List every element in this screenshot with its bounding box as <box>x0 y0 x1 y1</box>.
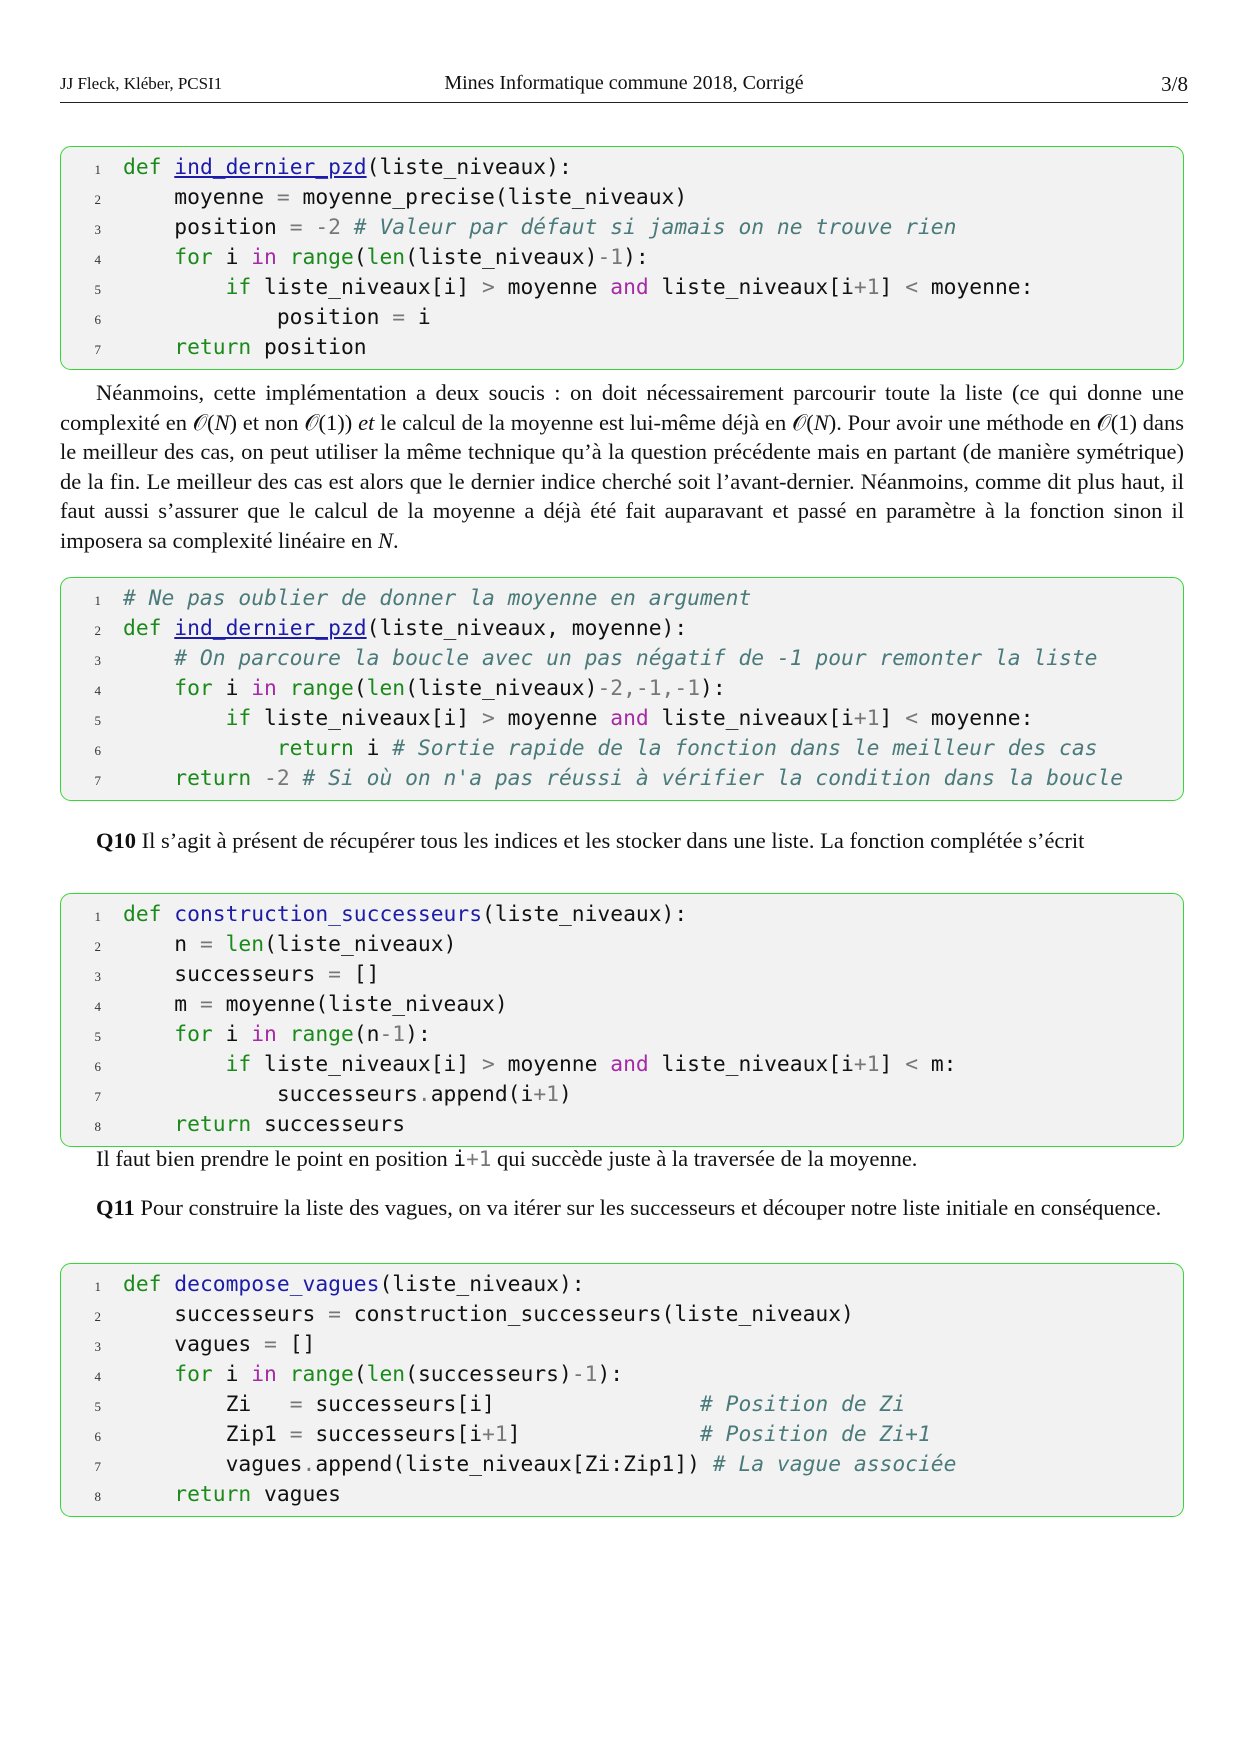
paragraph-successor-note: Il faut bien prendre le point en position i+1 qui succède juste à la traversée de la moyenne. <box>96 1146 918 1171</box>
code-line: 1 def ind_dernier_pzd(liste_niveaux): <box>61 153 1183 183</box>
line-number: 7 <box>94 1089 101 1104</box>
code-line: 1 def decompose_vagues(liste_niveaux): <box>61 1270 1183 1300</box>
line-number: 6 <box>94 312 101 327</box>
code-line: 6 return i # Sortie rapide de la fonction dans le meilleur des cas <box>61 734 1183 764</box>
code-line: 7 return position <box>61 333 1183 363</box>
line-number: 4 <box>94 683 101 698</box>
line-number: 3 <box>94 653 101 668</box>
code-block-3 <box>60 893 1184 1147</box>
line-number: 4 <box>94 252 101 267</box>
paragraph-complexity: Néanmoins, cette implémentation a deux soucis : on doit nécessairement parcourir toute la liste (ce qui donne une complexité en 𝒪(N) et non 𝒪(1)) et le calcul de la moyenne est lui-même déjà en 𝒪(N). Pour avoir une méthode en 𝒪(1) dans le meilleur des cas, on peut utiliser la même technique qu’à la question précédente mais en partant (de manière symétrique) de la fin. Le meilleur des cas est alors que le dernier indice cherché soit l’avant-dernier. Néanmoins, comme dit plus haut, il faut aussi s’assurer que le calcul de la moyenne a déjà été fait auparavant et passé en paramètre à la fonction sinon il imposera sa complexité linéaire en N. <box>60 380 1185 553</box>
code-line: 5 for i in range(n-1): <box>61 1020 1183 1050</box>
code-line: 5 if liste_niveaux[i] > moyenne and liste_niveaux[i+1] < moyenne: <box>61 704 1183 734</box>
code-line: 3 vagues = [] <box>61 1330 1183 1360</box>
line-number: 7 <box>94 342 101 357</box>
code-line: 1 def construction_successeurs(liste_niveaux): <box>61 900 1183 930</box>
line-number: 1 <box>94 909 101 924</box>
code-line: 7 return -2 # Si où on n'a pas réussi à vérifier la condition dans la boucle <box>61 764 1183 794</box>
line-number: 5 <box>94 1399 101 1414</box>
code-line: 4 for i in range(len(successeurs)-1): <box>61 1360 1183 1390</box>
code-line: 6 position = i <box>61 303 1183 333</box>
line-number: 3 <box>94 969 101 984</box>
line-number: 2 <box>94 623 101 638</box>
line-number: 8 <box>94 1489 101 1504</box>
code-line: 7 vagues.append(liste_niveaux[Zi:Zip1]) # La vague associée <box>61 1450 1183 1480</box>
code-line: 4 m = moyenne(liste_niveaux) <box>61 990 1183 1020</box>
line-number: 6 <box>94 1059 101 1074</box>
line-number: 6 <box>94 743 101 758</box>
code-line: 5 if liste_niveaux[i] > moyenne and liste_niveaux[i+1] < moyenne: <box>61 273 1183 303</box>
code-line: 2 successeurs = construction_successeurs(liste_niveaux) <box>61 1300 1183 1330</box>
line-number: 5 <box>94 282 101 297</box>
header-author: JJ Fleck, Kléber, PCSI1 <box>60 74 223 93</box>
line-number: 1 <box>94 1279 101 1294</box>
line-number: 1 <box>94 593 101 608</box>
header-page-number: 3/8 <box>1161 72 1188 96</box>
code-line: 1 # Ne pas oublier de donner la moyenne en argument <box>61 584 1183 614</box>
paragraph-q11: Q11 Pour construire la liste des vagues, on va itérer sur les successeurs et découper notre liste initiale en conséquence. <box>96 1195 1162 1220</box>
line-number: 4 <box>94 1369 101 1384</box>
line-number: 3 <box>94 1339 101 1354</box>
code-block-4 <box>60 1263 1184 1517</box>
code-block-1 <box>60 146 1184 370</box>
line-number: 1 <box>94 162 101 177</box>
line-number: 3 <box>94 222 101 237</box>
code-line: 8 return successeurs <box>61 1110 1183 1140</box>
code-line: 2 moyenne = moyenne_precise(liste_niveaux) <box>61 183 1183 213</box>
line-number: 2 <box>94 1309 101 1324</box>
code-line: 5 Zi = successeurs[i] # Position de Zi <box>61 1390 1183 1420</box>
page-header <box>60 72 1188 103</box>
question-label: Q11 <box>96 1195 135 1220</box>
code-line: 6 Zip1 = successeurs[i+1] # Position de Zi+1 <box>61 1420 1183 1450</box>
line-number: 8 <box>94 1119 101 1134</box>
code-block-2 <box>60 577 1184 801</box>
code-line: 2 n = len(liste_niveaux) <box>61 930 1183 960</box>
code-line: 2 def ind_dernier_pzd(liste_niveaux, moyenne): <box>61 614 1183 644</box>
line-number: 2 <box>94 192 101 207</box>
line-number: 7 <box>94 773 101 788</box>
line-number: 4 <box>94 999 101 1014</box>
code-line: 7 successeurs.append(i+1) <box>61 1080 1183 1110</box>
code-line: 4 for i in range(len(liste_niveaux)-1): <box>61 243 1183 273</box>
header-title: Mines Informatique commune 2018, Corrigé <box>444 72 804 94</box>
code-line: 6 if liste_niveaux[i] > moyenne and liste_niveaux[i+1] < m: <box>61 1050 1183 1080</box>
paragraph-q10: Q10 Il s’agit à présent de récupérer tous les indices et les stocker dans une liste. La fonction complétée s’écrit <box>96 828 1085 853</box>
line-number: 6 <box>94 1429 101 1444</box>
code-line: 3 position = -2 # Valeur par défaut si jamais on ne trouve rien <box>61 213 1183 243</box>
line-number: 2 <box>94 939 101 954</box>
line-number: 7 <box>94 1459 101 1474</box>
line-number: 5 <box>94 713 101 728</box>
question-label: Q10 <box>96 828 137 853</box>
code-line: 3 # On parcoure la boucle avec un pas négatif de -1 pour remonter la liste <box>61 644 1183 674</box>
code-line: 8 return vagues <box>61 1480 1183 1510</box>
code-line: 3 successeurs = [] <box>61 960 1183 990</box>
line-number: 5 <box>94 1029 101 1044</box>
code-line: 4 for i in range(len(liste_niveaux)-2,-1,-1): <box>61 674 1183 704</box>
